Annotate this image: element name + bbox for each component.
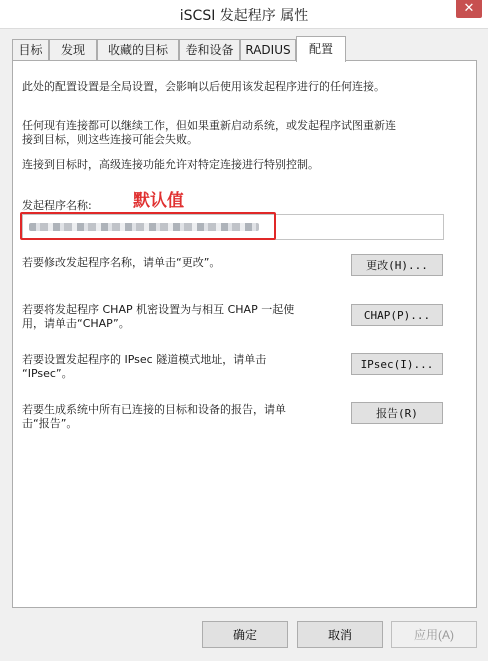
intro-text-3: 连接到目标时，高级连接功能允许对特定连接进行特别控制。: [22, 158, 319, 171]
chap-description-1: 若要将发起程序 CHAP 机密设置为与相互 CHAP 一起使: [22, 303, 295, 316]
tab-configuration[interactable]: 配置: [296, 36, 346, 62]
intro-text-2a: 任何现有连接都可以继续工作，但如果重新启动系统，或发起程序试图重新连: [22, 119, 396, 132]
ipsec-description-1: 若要设置发起程序的 IPsec 隧道模式地址，请单击: [22, 353, 267, 366]
default-value-annotation: 默认值: [133, 191, 184, 211]
tab-targets[interactable]: 目标: [12, 39, 49, 60]
initiator-name-label: 发起程序名称:: [22, 199, 92, 212]
highlight-box: [20, 212, 276, 240]
ok-button[interactable]: 确定: [202, 621, 288, 648]
report-button[interactable]: 报告(R): [351, 402, 443, 424]
title-bar: [0, 0, 488, 29]
cancel-button[interactable]: 取消: [297, 621, 383, 648]
chap-description-2: 用，请单击“CHAP”。: [22, 317, 130, 330]
change-button[interactable]: 更改(H)...: [351, 254, 443, 276]
ipsec-description-2: “IPsec”。: [22, 367, 73, 380]
chap-button[interactable]: CHAP(P)...: [351, 304, 443, 326]
apply-button[interactable]: 应用(A): [391, 621, 477, 648]
report-description-1: 若要生成系统中所有已连接的目标和设备的报告，请单: [22, 403, 286, 416]
tab-favorite-targets[interactable]: 收藏的目标: [97, 39, 179, 60]
tab-radius[interactable]: RADIUS: [240, 39, 296, 60]
change-description: 若要修改发起程序名称，请单击“更改”。: [22, 256, 221, 269]
intro-text-2b: 接到目标，则这些连接可能会失败。: [22, 133, 198, 146]
tab-discovery[interactable]: 发现: [49, 39, 97, 60]
report-description-2: 击“报告”。: [22, 417, 78, 430]
tab-volumes-devices[interactable]: 卷和设备: [179, 39, 240, 60]
window-title: iSCSI 发起程序 属性: [179, 8, 309, 24]
intro-text-1: 此处的配置设置是全局设置，会影响以后使用该发起程序进行的任何连接。: [22, 80, 385, 93]
close-icon[interactable]: ✕: [456, 0, 482, 18]
ipsec-button[interactable]: IPsec(I)...: [351, 353, 443, 375]
